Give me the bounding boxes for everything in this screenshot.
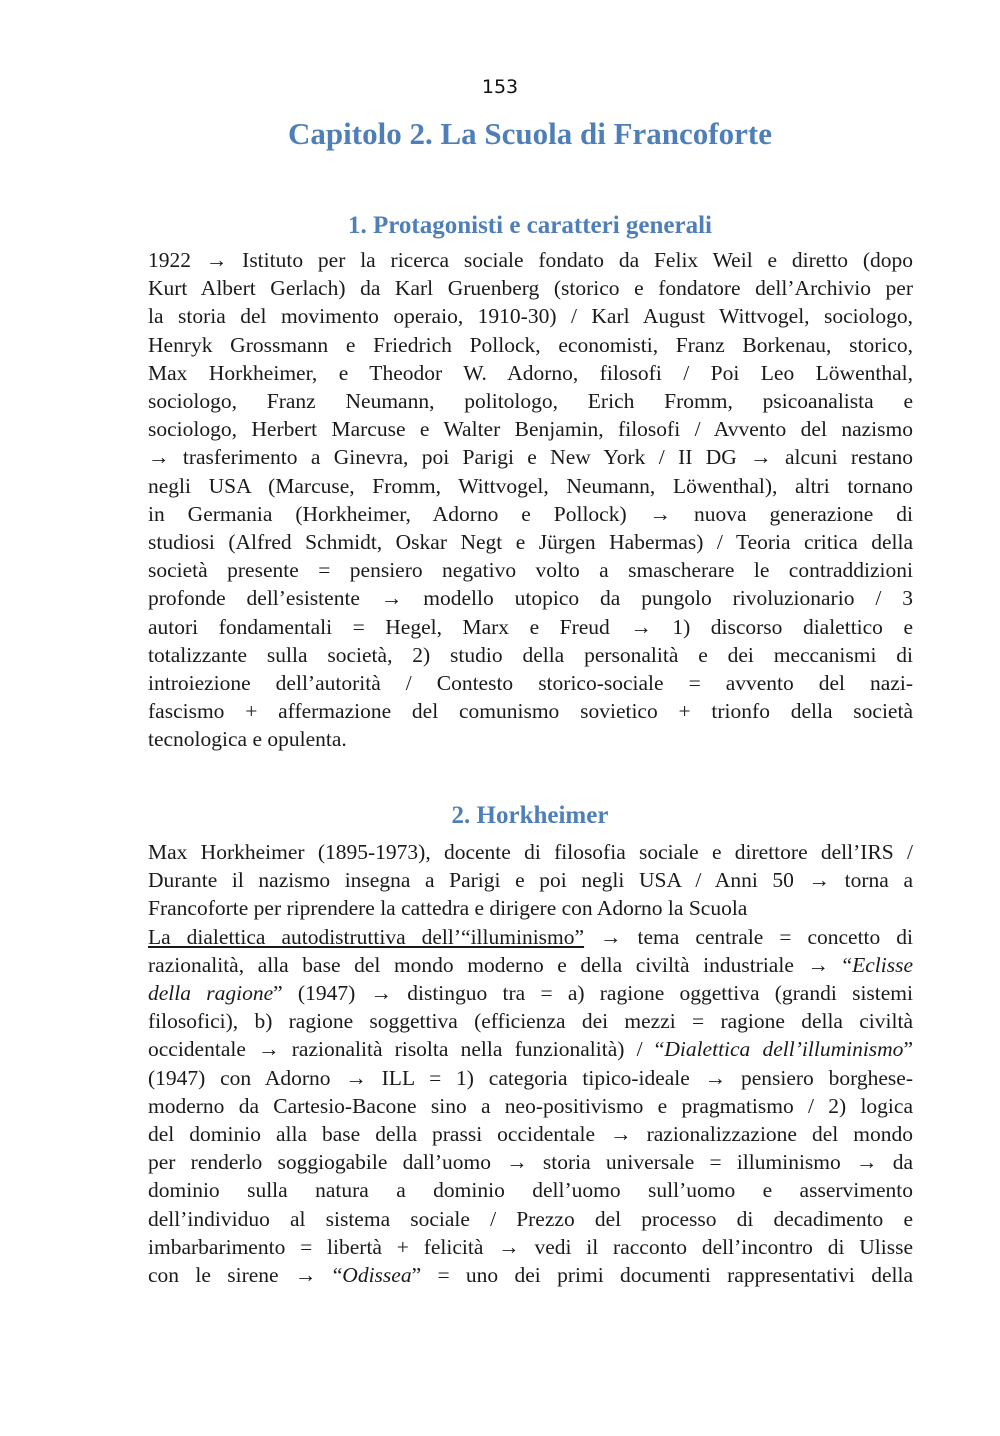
paragraph-line: per renderlo soggiogabile dall’uomo → storia universale = illuminismo → da: [148, 1150, 913, 1175]
line-text: occidentale → razionalità risolta nella funzionalità) / “: [148, 1037, 665, 1062]
paragraph-line: (1947) con Adorno → ILL = 1) categoria tipico-ideale → pensiero borghese-: [148, 1065, 913, 1090]
paragraph-line: 1922 → Istituto per la ricerca sociale fondato da Felix Weil e diretto (dopo: [148, 248, 913, 272]
subsection-heading: La dialettica autodistruttiva dell’“illuminismo”: [148, 924, 585, 949]
line-text: ” = uno dei primi documenti rappresentativi della: [411, 1263, 913, 1288]
paragraph-line: negli USA (Marcuse, Fromm, Wittvogel, Neumann, Löwenthal), altri tornano: [148, 473, 913, 498]
page-number: 153: [481, 76, 519, 98]
book-title: Dialettica dell’illuminismo: [664, 1037, 904, 1062]
paragraph-line: Max Horkheimer (1895-1973), docente di filosofia sociale e direttore dell’IRS /: [148, 840, 913, 864]
paragraph-line: totalizzante sulla società, 2) studio della personalità e dei meccanismi di: [148, 642, 913, 667]
paragraph-line: autori fondamentali = Hegel, Marx e Freud → 1) discorso dialettico e: [148, 614, 913, 639]
paragraph-line: [148, 1261, 913, 1289]
paragraph-line: moderno da Cartesio-Bacone sino a neo-positivismo e pragmatismo / 2) logica: [148, 1093, 913, 1118]
book-title: Eclisse: [852, 952, 913, 977]
section-1-title: 1. Protagonisti e caratteri generali: [347, 212, 712, 239]
paragraph-line: Durante il nazismo insegna a Parigi e poi negli USA / Anni 50 → torna a: [148, 868, 913, 893]
paragraph-line: [148, 1035, 913, 1063]
section-2-title: 2. Horkheimer: [451, 802, 609, 829]
book-title: Odissea: [342, 1263, 412, 1288]
paragraph-line: Max Horkheimer, e Theodor W. Adorno, filosofi / Poi Leo Löwenthal,: [148, 360, 913, 385]
paragraph-line: studiosi (Alfred Schmidt, Oskar Negt e Jürgen Habermas) / Teoria critica della: [148, 530, 913, 555]
paragraph-line: profonde dell’esistente → modello utopico da pungolo rivoluzionario / 3: [148, 586, 913, 611]
paragraph-line: società presente = pensiero negativo volto a smascherare le contraddizioni: [148, 558, 913, 583]
paragraph-line: [148, 923, 913, 951]
paragraph-line: in Germania (Horkheimer, Adorno e Pollock) → nuova generazione di: [148, 501, 913, 526]
paragraph-line: → trasferimento a Ginevra, poi Parigi e New York / II DG → alcuni restano: [148, 445, 913, 470]
paragraph-line: la storia del movimento operaio, 1910-30) / Karl August Wittvogel, sociologo,: [148, 304, 913, 329]
book-title: della ragione: [148, 981, 274, 1006]
line-text: con le sirene → “: [148, 1263, 343, 1288]
line-text: ”: [903, 1037, 913, 1062]
paragraph-line: Francoforte per riprendere la cattedra e dirigere con Adorno la Scuola: [148, 896, 748, 921]
line-text: ” (1947) → distinguo tra = a) ragione oggettiva (grandi sistemi: [273, 981, 913, 1006]
paragraph-line: introiezione dell’autorità / Contesto storico-sociale = avvento del nazi-: [148, 671, 913, 696]
paragraph-line: [148, 979, 913, 1007]
paragraph-line: sociologo, Herbert Marcuse e Walter Benjamin, filosofi / Avvento del nazismo: [148, 417, 913, 442]
paragraph-line: imbarbarimento = libertà + felicità → vedi il racconto dell’incontro di Ulisse: [148, 1234, 913, 1259]
paragraph-line: Kurt Albert Gerlach) da Karl Gruenberg (storico e fondatore dell’Archivio per: [148, 276, 913, 301]
paragraph-line: dell’individuo al sistema sociale / Prezzo del processo di decadimento e: [148, 1206, 913, 1231]
line-text: razionalità, alla base del mondo moderno e della civiltà industriale → “: [148, 952, 853, 977]
line-text: → tema centrale = concetto di: [584, 924, 913, 949]
paragraph-line: sociologo, Franz Neumann, politologo, Erich Fromm, psicoanalista e: [148, 389, 913, 414]
paragraph-line: [148, 951, 913, 979]
chapter-title: Capitolo 2. La Scuola di Francoforte: [288, 116, 772, 151]
section-1-body: [148, 246, 913, 754]
paragraph-line: tecnologica e opulenta.: [148, 727, 347, 752]
paragraph-line: Henryk Grossmann e Friedrich Pollock, economisti, Franz Borkenau, storico,: [148, 332, 913, 357]
paragraph-line: del dominio alla base della prassi occidentale → razionalizzazione del mondo: [148, 1122, 913, 1147]
section-2-body: [148, 838, 913, 1289]
paragraph-line: dominio sulla natura a dominio dell’uomo sull’uomo e asservimento: [148, 1178, 913, 1203]
paragraph-line: fascismo + affermazione del comunismo sovietico + trionfo della società: [148, 699, 913, 724]
paragraph-line: filosofici), b) ragione soggettiva (efficienza dei mezzi = ragione della civiltà: [148, 1009, 913, 1034]
